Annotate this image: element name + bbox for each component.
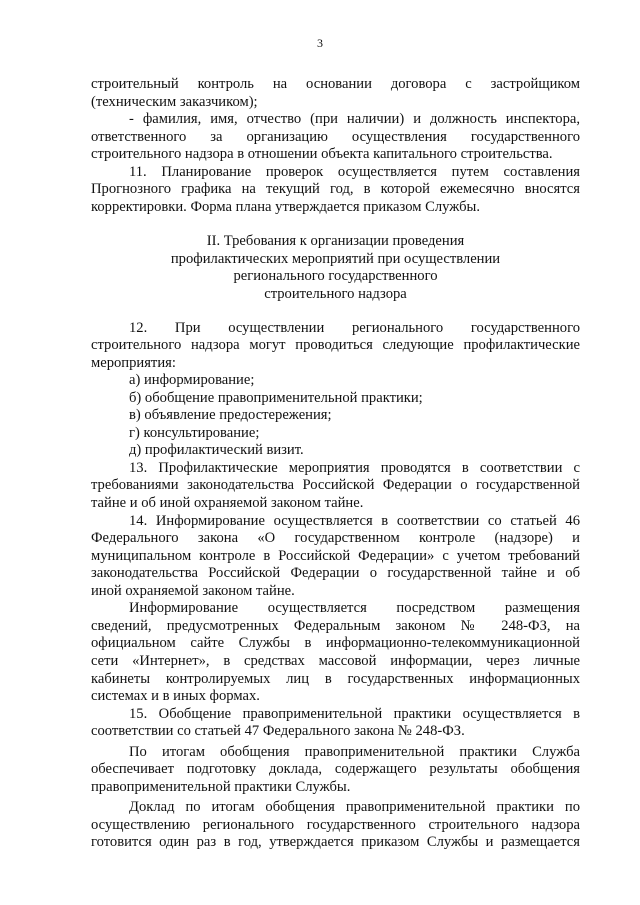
bottom-paragraph-3-line: 15. Обобщение правоприменительной практики осуществляется в xyxy=(129,705,580,722)
bottom-paragraph-5-line: осуществлению регионального государственного строительного надзора xyxy=(91,816,580,833)
list-item: д) профилактический визит. xyxy=(129,442,304,459)
paragraph-12-line: мероприятия: xyxy=(91,354,176,371)
document-body xyxy=(91,76,580,852)
paragraph-12-line: 12. При осуществлении регионального государственного xyxy=(129,319,580,336)
bottom-paragraph-5-line: Доклад по итогам обобщения правоприменительной практики по xyxy=(129,799,580,816)
section-heading-line: профилактических мероприятий при осуществлении xyxy=(170,250,501,267)
section-heading xyxy=(91,233,580,303)
paragraph-12 xyxy=(91,320,580,373)
bottom-paragraph-4-line: обеспечивает подготовку доклада, содержащего результаты обобщения xyxy=(91,761,580,778)
bottom-paragraph-5-line: готовится один раз в год, утверждается приказом Службы и размещается xyxy=(91,834,580,851)
top-paragraph-1-line: - фамилия, имя, отчество (при наличии) и должность инспектора, xyxy=(129,111,580,128)
bottom-paragraph-2-line: кабинеты контролируемых лиц в государственных информационных xyxy=(91,670,580,687)
bottom-paragraphs xyxy=(91,460,580,852)
section-heading-line: II. Требования к организации проведения xyxy=(206,233,465,250)
bottom-paragraph-4-line: правоприменительной практики Службы. xyxy=(91,778,351,795)
top-paragraph-0-line: строительный контроль на основании договора с застройщиком xyxy=(91,76,580,92)
bottom-paragraph-2-line: сети «Интернет», в средствах массовой информации, через личные xyxy=(91,652,580,669)
list-item: а) информирование; xyxy=(129,372,255,389)
list-item: в) объявление предостережения; xyxy=(129,407,332,424)
bottom-paragraph-0-line: тайне и об иной охраняемой законом тайне. xyxy=(91,495,364,512)
bottom-paragraph-2-line: официальном сайте Службы в информационно-телекоммуникационной xyxy=(91,635,580,652)
bottom-paragraph-1-line: законодательства Российской Федерации о государственной тайне и об xyxy=(91,565,580,582)
bottom-paragraph-4-line: По итогам обобщения правоприменительной практики Служба xyxy=(129,743,580,760)
bottom-paragraph-1-line: муниципальном контроле в Российской Федерации» с учетом требований xyxy=(91,547,580,564)
list-item: б) обобщение правоприменительной практики; xyxy=(129,389,423,406)
top-paragraph-2-line: 11. Планирование проверок осуществляется путем составления xyxy=(129,163,580,180)
top-paragraph-2-line: Прогнозного графика на текущий год, в которой ежемесячно вносятся xyxy=(91,181,580,198)
section-heading-line: строительного надзора xyxy=(264,286,407,303)
bottom-paragraph-2-line: сведений, предусмотренных Федеральным законом № 248-ФЗ, на xyxy=(91,617,580,634)
list-item: г) консультирование; xyxy=(129,424,260,441)
bottom-paragraph-1-line: Федерального закона «О государственном контроле (надзоре) и xyxy=(91,530,580,547)
top-paragraph-0-line: (техническим заказчиком); xyxy=(91,93,258,110)
page-number: 3 xyxy=(317,36,323,50)
section-heading-line: регионального государственного xyxy=(233,268,438,285)
bottom-paragraph-3-line: соответствии со статьей 47 Федерального закона № 248-ФЗ. xyxy=(91,723,465,740)
paragraph-12-line: строительного надзора могут проводиться следующие профилактические xyxy=(91,337,580,354)
top-paragraphs xyxy=(91,76,580,216)
bottom-paragraph-1-line: иной охраняемой законом тайне. xyxy=(91,582,295,599)
bottom-paragraph-0-line: требованиями законодательства Российской Федерации о государственной xyxy=(91,477,580,494)
measures-list xyxy=(91,372,580,460)
bottom-paragraph-0-line: 13. Профилактические мероприятия проводятся в соответствии с xyxy=(129,459,580,476)
top-paragraph-2-line: корректировки. Форма плана утверждается приказом Службы. xyxy=(91,198,480,215)
bottom-paragraph-2-line: Информирование осуществляется посредством размещения xyxy=(129,600,580,617)
top-paragraph-1-line: ответственного за организацию осуществления государственного xyxy=(91,128,580,145)
bottom-paragraph-2-line: системах и в иных формах. xyxy=(91,688,260,705)
bottom-paragraph-1-line: 14. Информирование осуществляется в соответствии со статьей 46 xyxy=(129,512,580,529)
top-paragraph-1-line: строительного надзора в отношении объекта капитального строительства. xyxy=(91,146,553,163)
